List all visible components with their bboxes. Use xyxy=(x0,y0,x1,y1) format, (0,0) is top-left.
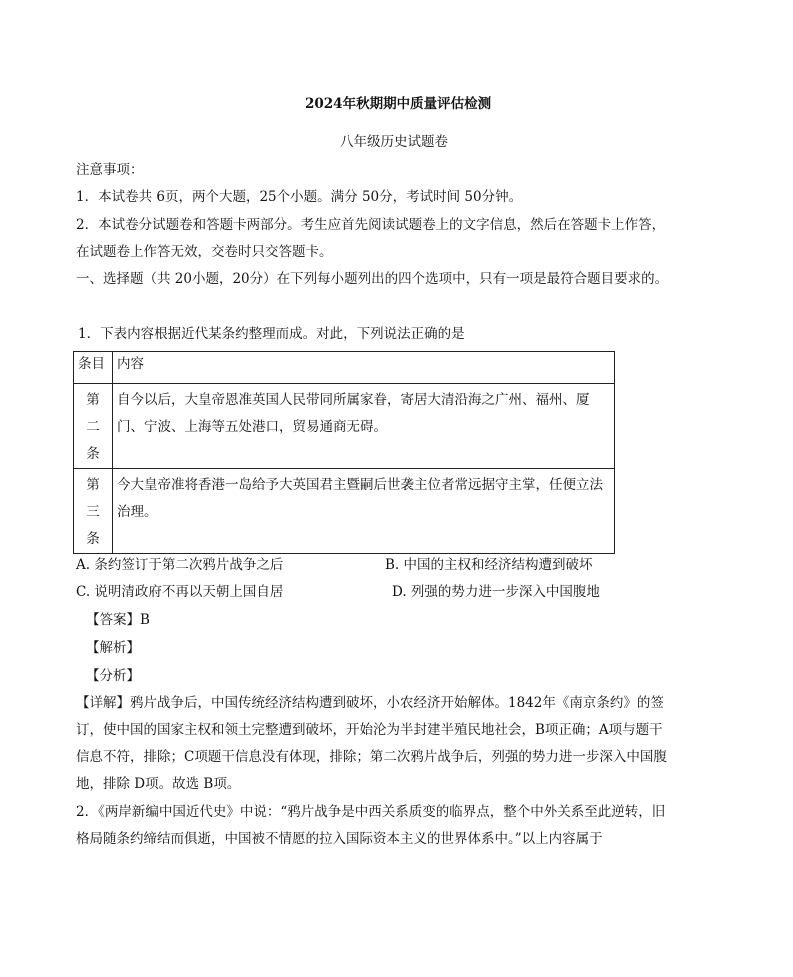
analysis-label: 【解析】 xyxy=(86,640,140,656)
article-char: 三 xyxy=(86,504,100,520)
article-char: 二 xyxy=(86,419,100,435)
fenxi-label: 【分析】 xyxy=(86,668,140,684)
notice-heading: 注意事项： xyxy=(76,162,144,178)
question-1-stem: 1．下表内容根据近代某条约整理而成。对此，下列说法正确的是 xyxy=(78,326,465,342)
table-row-content: 今大皇帝准将香港一岛给予大英国君主暨嗣后世袭主位者常远据守主掌，任便立法治理。 xyxy=(117,477,603,520)
section-1-heading: 一、选择题（共 20小题，20分）在下列每小题列出的四个选项中，只有一项是最符合题目要求的。 xyxy=(76,271,669,287)
article-char: 第 xyxy=(86,392,100,408)
question-2-stem: 2．《两岸新编中国近代史》中说：“鸦片战争是中西关系质变的临界点，整个中外关系至此逆转，旧格局随条约缔结而俱逝，中国被不情愿的拉入国际资本主义的世界体系中。”以上内容属于 xyxy=(76,804,666,847)
table-row-label xyxy=(74,469,112,553)
table-row-content: 自今以后，大皇帝恩准英国人民带同所属家眷，寄居大清沿海之广州、福州、厦门、宁波、上海等五处港口，贸易通商无碍。 xyxy=(117,392,590,435)
answer-label: 【答案】B xyxy=(86,612,150,628)
option-b: B. 中国的主权和经济结构遭到破坏 xyxy=(385,557,593,573)
option-c: C. 说明清政府不再以天朝上国自居 xyxy=(76,584,284,600)
table-header-content: 内容 xyxy=(117,356,144,372)
option-d: D. 列强的势力进一步深入中国腹地 xyxy=(392,584,600,600)
treaty-table xyxy=(73,351,615,554)
table-row-label xyxy=(74,384,112,468)
detail-explanation: 【详解】鸦片战争后，中国传统经济结构遭到破坏，小农经济开始解体。1842年《南京条约》的签订，使中国的国家主权和领土完整遭到破坏，开始沦为半封建半殖民地社会，B项正确；A项与题干信息不符，排除；C项题干信息没有体现，排除；第二次鸦片战争后，列强的势力进一步深入中国腹地，排除 D项。故选 B项。 xyxy=(76,695,667,792)
notice-item-1: 1．本试卷共 6页，两个大题，25个小题。满分 50分，考试时间 50分钟。 xyxy=(76,189,523,205)
table-header-item: 条目 xyxy=(78,356,105,372)
page-title: 2024年秋期期中质量评估检测 xyxy=(305,96,492,112)
option-a: A. 条约签订于第二次鸦片战争之后 xyxy=(76,557,284,573)
table-row xyxy=(74,384,615,469)
table-header-row xyxy=(74,352,615,384)
article-char: 条 xyxy=(86,531,100,547)
article-char: 第 xyxy=(86,477,100,493)
table-row xyxy=(74,469,615,554)
notice-item-2: 2．本试卷分试题卷和答题卡两部分。考生应首先阅读试题卷上的文字信息，然后在答题卡上作答，在试题卷上作答无效，交卷时只交答题卡。 xyxy=(76,217,666,260)
article-char: 条 xyxy=(86,446,100,462)
page-subtitle: 八年级历史试题卷 xyxy=(340,134,448,150)
